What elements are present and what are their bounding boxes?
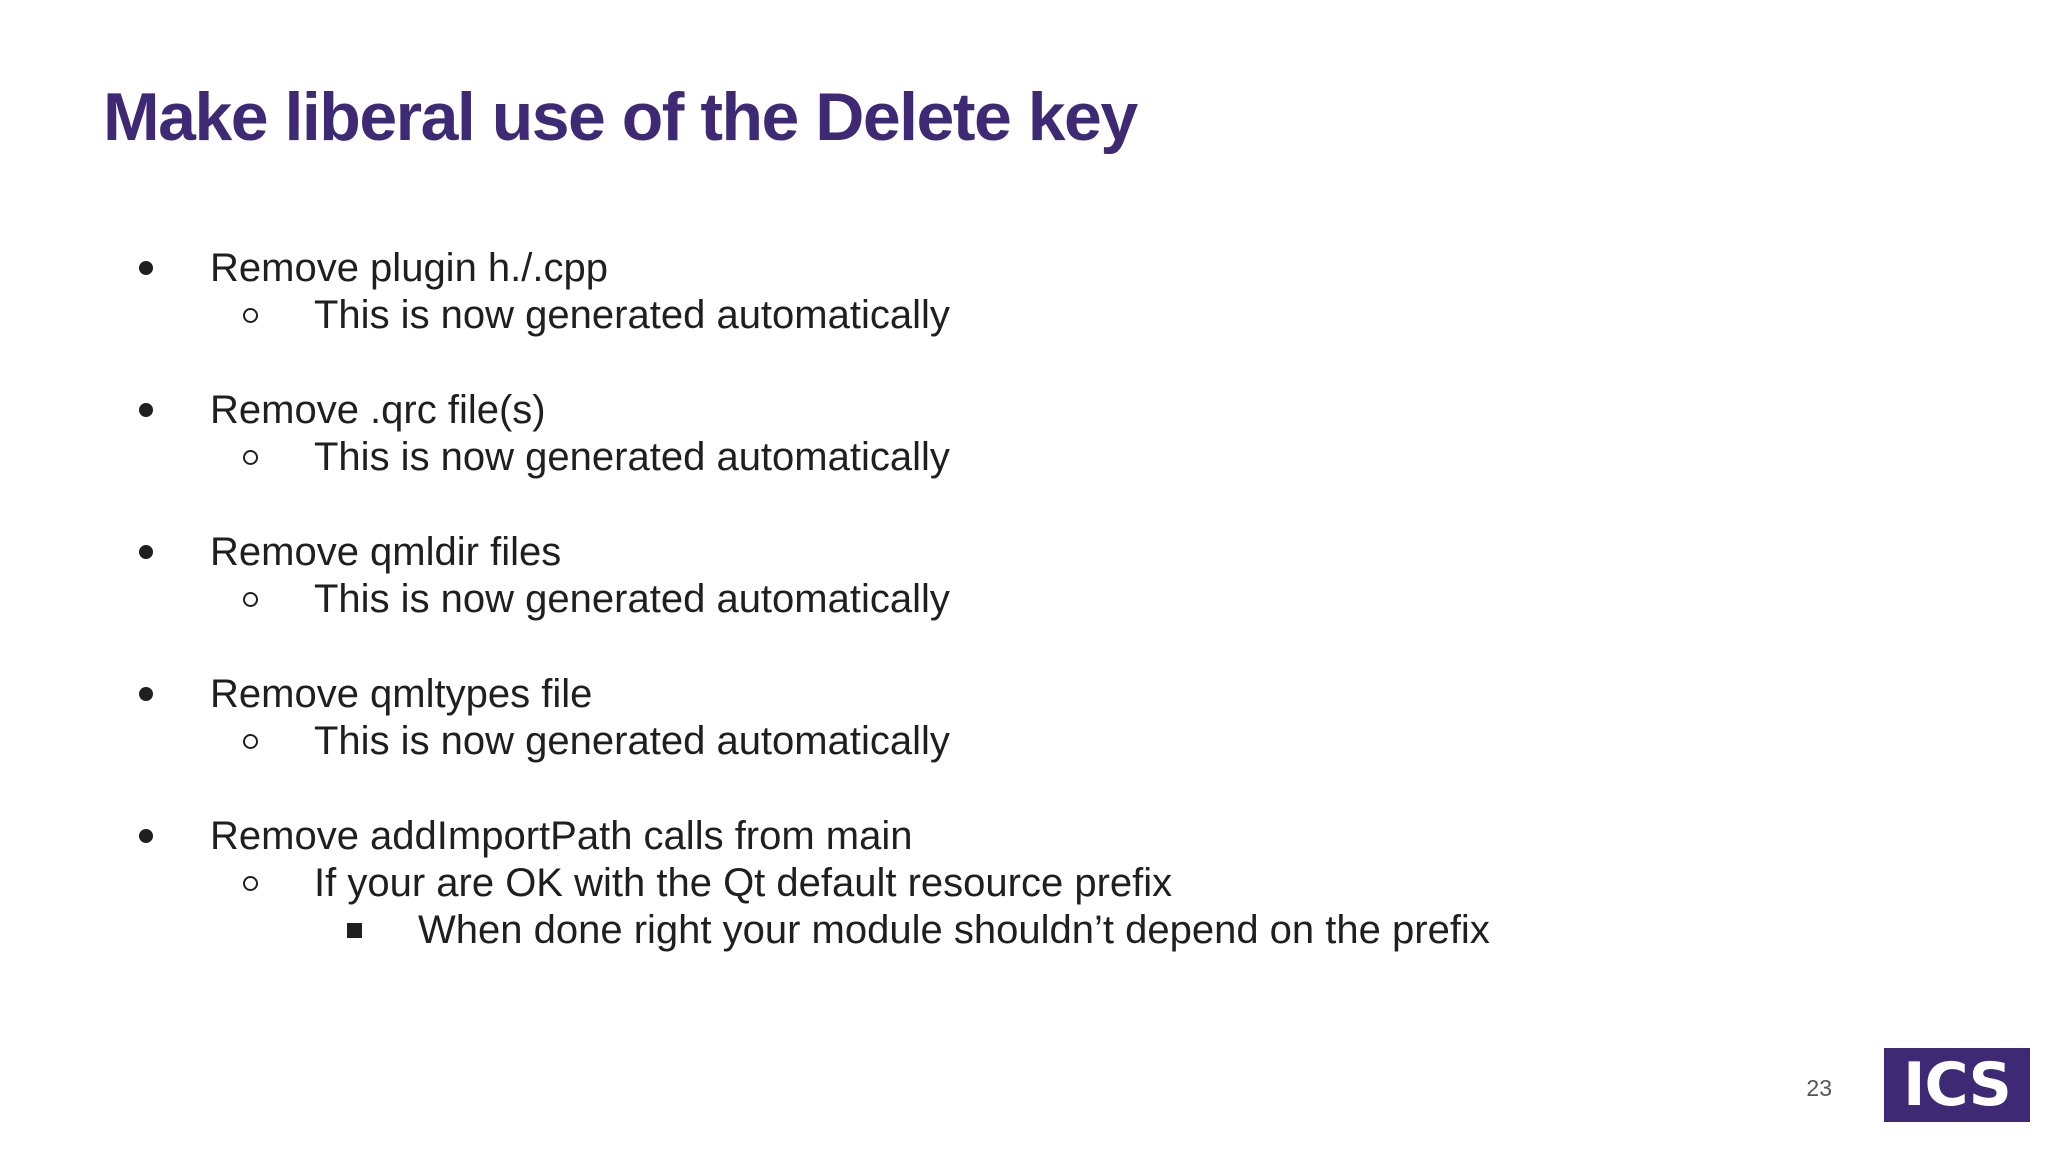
list-item-text: Remove qmldir files xyxy=(210,530,562,574)
ics-logo: ICS xyxy=(1884,1048,2030,1122)
slide-title: Make liberal use of the Delete key xyxy=(103,79,1137,155)
list-item-text: Remove .qrc file(s) xyxy=(210,388,546,432)
list-subitem-text: This is now generated automatically xyxy=(314,577,950,621)
list-subitem-text: This is now generated automatically xyxy=(314,719,950,763)
list-subitem-text: If your are OK with the Qt default resource prefix xyxy=(314,861,1173,905)
list-item-text: Remove addImportPath calls from main xyxy=(210,814,913,858)
list-subsubitem-text: When done right your module shouldn’t depend on the prefix xyxy=(418,908,1490,952)
list-subitem-text: This is now generated automatically xyxy=(314,435,950,479)
list-item-text: Remove plugin h./.cpp xyxy=(210,246,609,290)
list-item-text: Remove qmltypes file xyxy=(210,672,593,716)
list-subitem-text: This is now generated automatically xyxy=(314,293,950,337)
page-number: 23 xyxy=(1806,1075,1832,1101)
